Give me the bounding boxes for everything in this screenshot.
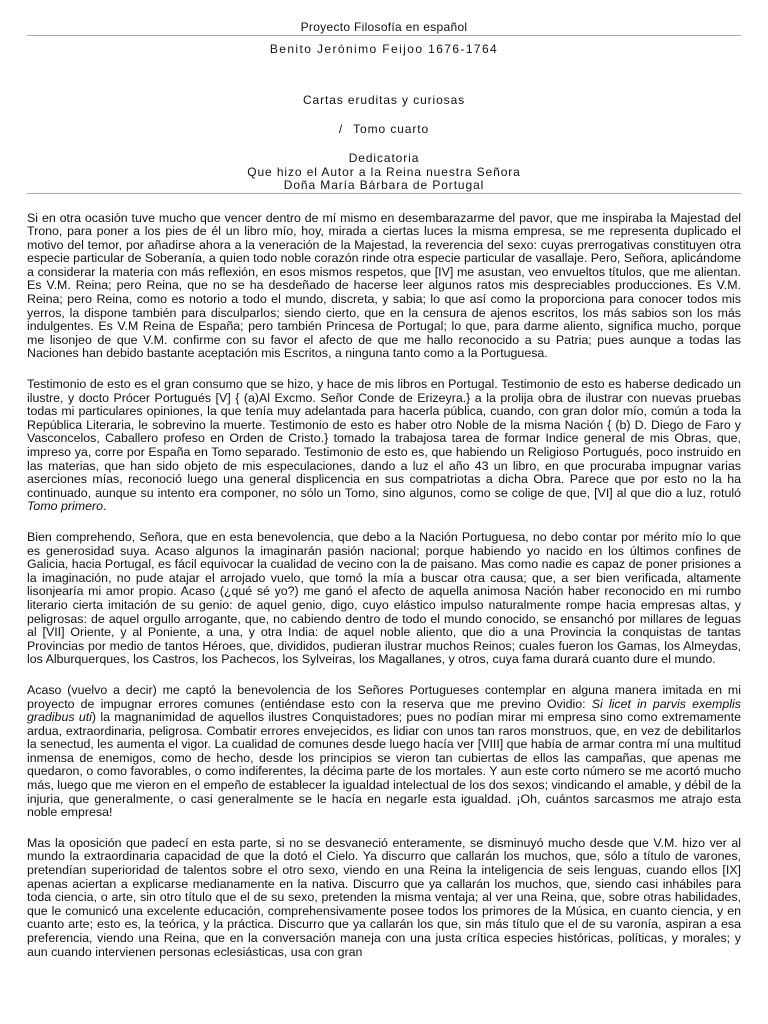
paragraph-2-text: Testimonio de esto es el gran consumo que se hizo, y hace de mis libros en Portugal. Testimonio de esto es haberse dedicado un ilustre, y docto Prócer Portugués [V] { (a)Al Excmo. Señor Conde de Erizeyra.} a la prolija obra de ilustrar con nuevas pruebas todas mi particulares opiniones, la que tenía muy adelantada para hacerla pública, cuando, con gran dolor mío, común a toda la República Literaria, le sobrevino la muerte. Testimonio de esto es haber otro Noble de la misma Nación { (b) D. Diego de Faro y Vasconcelos, Caballero profeso en Orden de Cristo.} tomado la trabajosa tarea de formar Indice general de mis Obras, que, impreso ya, corre por España en Tomo separado. Testimonio de esto es, que habiendo un Religioso Portugués, poco instruido en las materias, que han sido objeto de mis especulaciones, dando a luz el año 43 un libro, en que procuraba impugnar varias aserciones mías, reconoció luego una general displicencia en sus compatriotas a dicha Obra. Parece que por esto no la ha continuado, aunque su intento era componer, no sólo un Tomo, sino algunos, como se colige de que, [VI] al que dio a luz, rotuló — [27, 377, 741, 500]
site-title[interactable]: Proyecto Filosofía en español — [300, 20, 468, 34]
content-divider — [27, 193, 741, 194]
header-divider — [27, 35, 741, 36]
dedication-heading: Dedicatoria — [348, 151, 420, 165]
author-line[interactable]: Benito Jerónimo Feijoo 1676-1764 — [269, 42, 499, 56]
dedication-heading-block — [27, 152, 741, 193]
paragraph-4-end: ) la magnanimidad de aquellos ilustres Conquistadores; pues no podían mirar mi empresa sino como extremamente ardua, extraordinaria, peligrosa. Combatir errores envejecidos, es lidiar con unos tan raros monstruos, que, en vez de debilitarlos la senectud, les aumenta el vigor. La cualidad de comunes desde luego hacía ver [VIII] que había de armar contra mí una multitud inmensa de enemigos, como de hecho, desde los principios se vieron tan cubiertas de ellos las campañas, que apenas me quedaron, o como favorables, o como indiferentes, la décima parte de los mortales. Y aun este corto número se me acortó mucho más, luego que me vieron en el empeño de establecer la igualdad intelectual de los dos sexos; vindicando el amable, y débil de la injuria, que generalmente, o casi generalmente se le hacía en negarle esta igualdad. ¡Oh, cuántos sarcasmos me atrajo esta noble empresa! — [27, 710, 741, 820]
paragraph-2 — [27, 378, 741, 514]
breadcrumb-separator: / — [338, 122, 344, 136]
paragraph-2-end: . — [102, 499, 107, 514]
paragraph-5: Mas la oposición que padecí en esta parte, si no se desvaneció enteramente, se disminuyó mucho desde que V.M. hizo ver al mundo la extraordinaria capacidad de que la dotó el Cielo. Ya discurro que callarán los muchos, que, sólo a título de varones, pretendían superioridad de talentos sobre el otro sexo, viendo en una Reina la inteligencia de seis lenguas, cuando ellos [IX] apenas aciertan a explicarse medianamente en la nativa. Discurro que ya callarán los muchos, que, siendo casi inhábiles para toda ciencia, o arte, sin otro título que el de su sexo, pretenden la misma ventaja; al ver una Reina, que, sobre otras habilidades, que le comunicó una excelente educación, comprehensivamente posee todos los primores de la Música, en cuanto ciencia, y en cuanto arte; esto es, la teórica, y la práctica. Discurro que ya callarán los que, sin más título que el de su varonía, aspiran a esa preferencia, viendo una Reina, que en la conversación maneja con una justa crítica especies históricas, políticas, y morales; y aun cuando intervienen personas eclesiásticas, usa con gran — [27, 835, 741, 959]
paragraph-4-start: Acaso (vuelvo a decir) me captó la benevolencia de los Señores Portugueses contemplar en alguna manera imitada en mi proyecto de impugnar errores comunes (entiéndase esto con la reserva que me previno Ovidio: — [27, 682, 741, 711]
dedication-line-1: Que hizo el Autor a la Reina nuestra Señora — [247, 164, 521, 179]
book-title-italic: Tomo primero — [27, 499, 103, 514]
volume-title[interactable]: Tomo cuarto — [353, 122, 430, 136]
work-title[interactable]: Cartas eruditas y curiosas — [302, 93, 466, 107]
paragraph-1: Si en otra ocasión tuve mucho que vencer dentro de mí mismo en desembarazarme del pavor, que me inspiraba la Majestad del Trono, para poner a los pies de él un libro mío, hoy, mirada a ciertas luces la misma empresa, se me representa duplicado el motivo del temor, por añadirse ahora a la veneración de la Majestad, la reverencia del sexo: cuyas prerrogativas constituyen otra especie particular de Soberanía, a quien todo noble corazón rinde otra especie particular de vasallaje. Pero, Señora, aplicándome a considerar la materia con más reflexión, en esos mismos respetos, que [IV] me asustan, veo envueltos títulos, que me alientan. Es V.M. Reina; pero Reina, que no se ha desdeñado de hacerse leer algunos ratos mis despreciables producciones. Es V.M. Reina; pero Reina, como es notorio a todo el mundo, discreta, y sabia; lo que así como la proporciona para conocer todos mis yerros, la dispone también para disculparlos; siendo cierto, que en la censura de ajenos escritos, los más sabios son los más indulgentes. Es V.M Reina de España; pero también Princesa de Portugal; lo que, para darme aliento, significa mucho, porque me lisonjeo de que V.M. confirme con su favor el afecto de que me hallo reconocido a su Patria; pues aunque a todas las Naciones han debido bastante aceptación mis Escritos, a ninguna tanto como a la Portuguesa. — [27, 210, 741, 361]
dedication-body — [27, 212, 741, 960]
dedication-line-2: Doña María Bárbara de Portugal — [283, 178, 485, 192]
paragraph-3: Bien comprehendo, Señora, que en esta benevolencia, que debo a la Nación Portuguesa, no debo contar por mérito mío lo que es generosidad suya. Acaso algunos la imaginarán pasión nacional; porque habiendo yo nacido en los últimos confines de Galicia, hacia Portugal, es fácil equivocar la cualidad de vecino con la de paisano. Mas como nadie es capaz de poner prisiones a la imaginación, no pude atajar el arrojado vuelo, que tomó la mía a buscar otra causa; que, a ser bien verificada, altamente lisonjearía mi amor propio. Acaso (¿qué sé yo?) me ganó el afecto de aquella animosa Nación haber reconocido en mi rumbo literario cierta imitación de su genio: de aquel genio, digo, cuyo elástico impulso naturalmente rompe hacia empresas altas, y peligrosas: de aquel orgullo arrogante, que, no cabiendo dentro de todo el mundo conocido, se ensanchó por millares de leguas al [VII] Oriente, y al Poniente, a una, y otra India: de aquel noble aliento, que dio a una Provincia la conquistas de tantas Provincias por medio de tantos Héroes, que, divididos, pudieran ilustrar muchos Reinos; cuales fueron los Gamas, los Almeydas, los Alburquerques, los Castros, los Pachecos, los Sylveiras, los Magallanes, y otros, cuya fama durará cuanto dure el mundo. — [27, 529, 741, 667]
latin-quote-italic: Si licet in parvis exemplis gradibus uti — [27, 696, 741, 725]
volume-line — [27, 122, 741, 136]
paragraph-4 — [27, 684, 741, 820]
